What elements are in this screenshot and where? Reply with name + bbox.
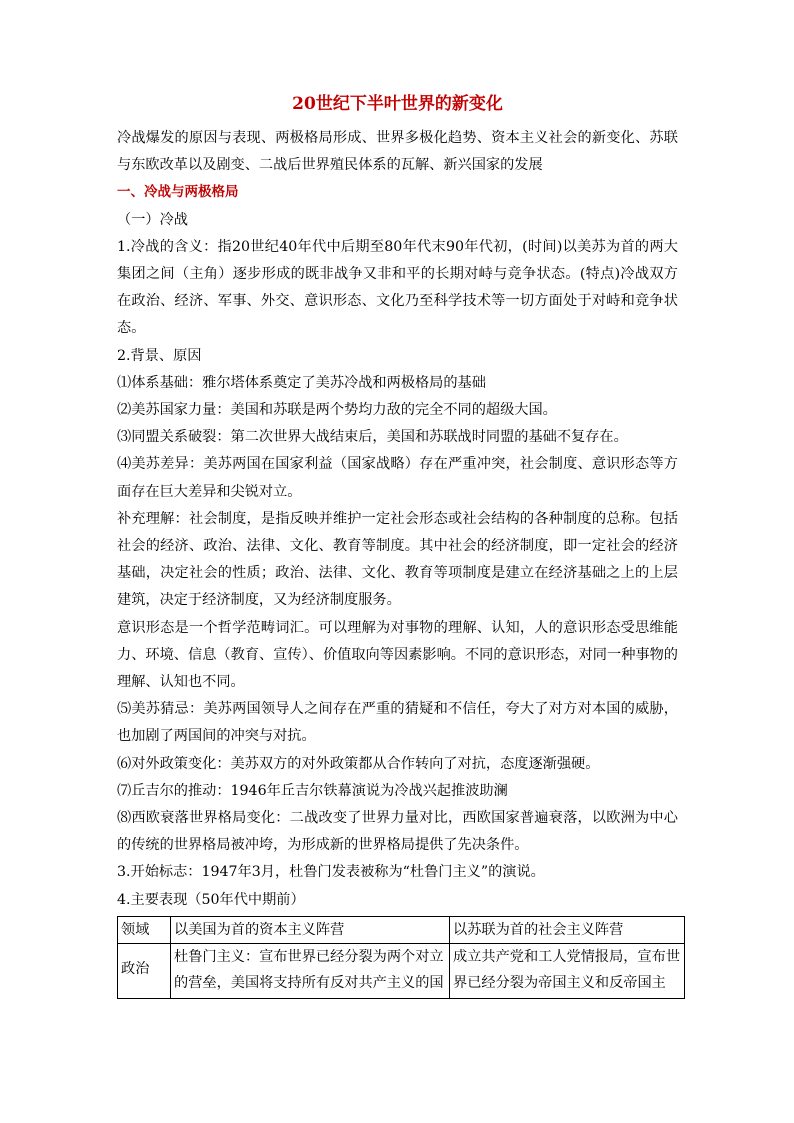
comparison-table [117,916,685,999]
table-row [118,943,685,998]
reason-4: ⑷美苏差异：美苏两国在国家利益（国家战略）存在严重冲突，社会制度、意识形态等方面存在巨大差异和尖锐对立。 [117,456,678,500]
reason-2: ⑵美苏国家力量：美国和苏联是两个势均力敌的完全不同的超级大国。 [117,402,557,419]
start-marker: 3.开始标志：1947年3月，杜鲁门发表被称为“杜鲁门主义”的演说。 [117,864,545,881]
table-cell-text: 杜鲁门主义：宣布世界已经分裂为两个对立的营垒，美国将支持所有反对共产主义的国 [174,948,444,991]
document-body [117,93,681,999]
background-title: 2.背景、原因 [117,347,202,364]
section-heading: 一、冷战与两极格局 [117,184,239,201]
reason-1: ⑴体系基础：雅尔塔体系奠定了美苏冷战和两极格局的基础 [117,374,486,391]
supplement-paragraph: 补充理解：社会制度，是指反映并维护一定社会形态或社会结构的各种制度的总称。包括社会的经济、政治、法律、文化、教育等制度。其中社会的经济制度，即一定社会的经济基础，决定社会的性质；政治、法律、文化、教育等项制度是建立在经济基础之上的上层建筑，决定于经济制度，又为经济制度服务。 [117,510,678,609]
table-header-row [118,916,685,943]
table-cell-us [171,943,450,998]
table-header-cell: 以美国为首的资本主义阵营 [171,916,450,943]
main-performance-title: 4.主要表现（50年代中期前） [117,891,305,908]
intro-paragraph: 冷战爆发的原因与表现、两极格局形成、世界多极化趋势、资本主义社会的新变化、苏联与东欧改革以及剧变、二战后世界殖民体系的瓦解、新兴国家的发展 [117,130,678,174]
reason-8: ⑻西欧衰落世界格局变化：二战改变了世界力量对比，西欧国家普遍衰落，以欧洲为中心的传统的世界格局被冲垮，为形成新的世界格局提供了先决条件。 [117,810,678,854]
document-title: 20世纪下半叶世界的新变化 [292,94,503,114]
definition-paragraph: 1.冷战的含义：指20世纪40年代中后期至80年代末90年代初，(时间)以美苏为首的两大集团之间（主角）逐步形成的既非战争又非和平的长期对峙与竞争状态。(特点)冷战双方在政治、经济、军事、外交、意识形态、文化乃至科学技术等一切方面处于对峙和竞争状态。 [117,238,678,337]
reason-7: ⑺丘吉尔的推动：1946年丘吉尔铁幕演说为冷战兴起推波助澜 [117,782,508,799]
table-cell-field: 政治 [118,943,171,998]
table-header-cell: 以苏联为首的社会主义阵营 [450,916,685,943]
subsection-heading: （一）冷战 [117,211,188,228]
table-header-cell: 领域 [118,916,171,943]
reason-5: ⑸美苏猜忌：美苏两国领导人之间存在严重的猜疑和不信任，夸大了对方对本国的威胁，也加剧了两国间的冲突与对抗。 [117,701,678,745]
reason-3: ⑶同盟关系破裂：第二次世界大战结束后，美国和苏联战时同盟的基础不复存在。 [117,429,628,446]
reason-6: ⑹对外政策变化：美苏双方的对外政策都从合作转向了对抗，态度逐渐强硬。 [117,755,600,772]
ideology-paragraph: 意识形态是一个哲学范畴词汇。可以理解为对事物的理解、认知，人的意识形态受思维能力、环境、信息（教育、宣传）、价值取向等因素影响。不同的意识形态，对同一种事物的理解、认知也不同。 [117,619,678,691]
table-cell-ussr [450,943,685,998]
table-cell-text: 成立共产党和工人党情报局，宣布世界已经分裂为帝国主义和反帝国主 [453,948,681,991]
